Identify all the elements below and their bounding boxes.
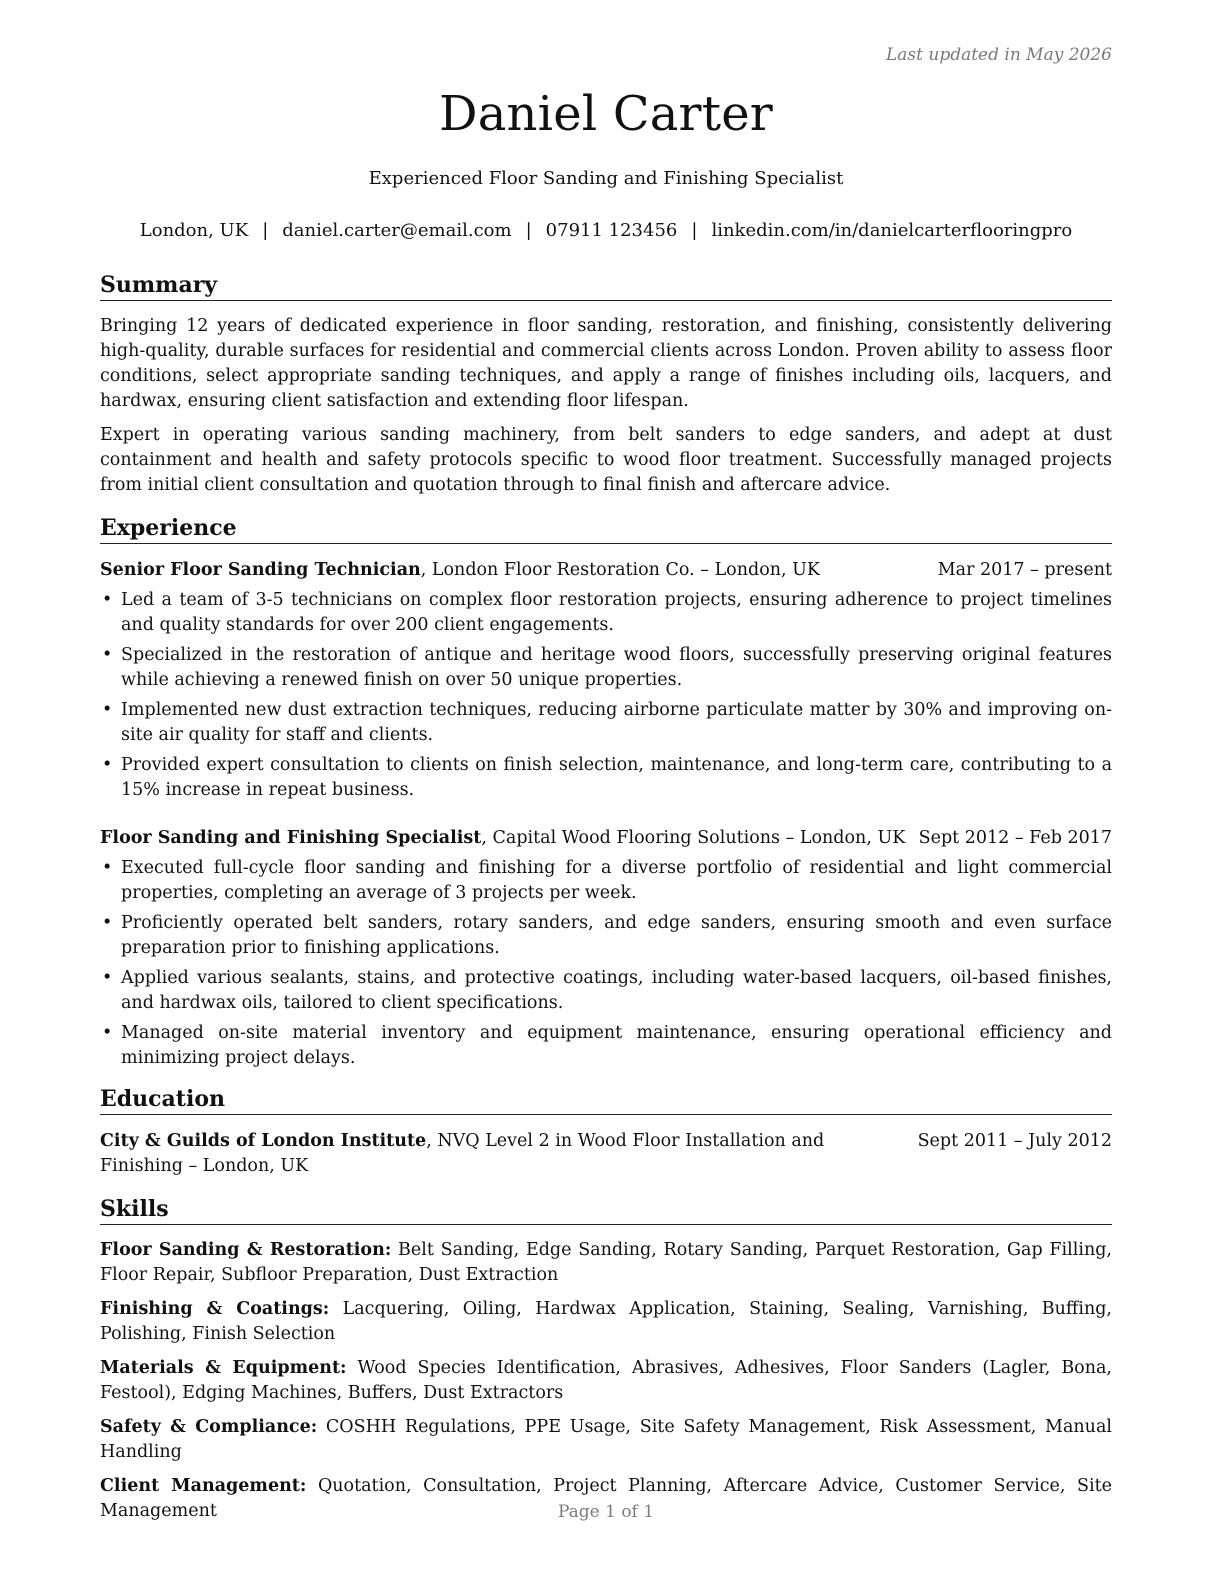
list-item: • Provided expert consultation to clients on finish selection, maintenance, and long-term care, contributing to a 15% increase in repeat business. xyxy=(102,755,1112,800)
skill-label: Finishing & Coatings: xyxy=(100,1299,330,1319)
education-row xyxy=(100,1129,1112,1179)
skill-group xyxy=(100,1238,1112,1288)
job-role: Senior Floor Sanding Technician xyxy=(100,560,421,580)
summary-section xyxy=(100,314,1112,507)
job-bullets xyxy=(100,588,1112,803)
contact-separator: | xyxy=(262,220,269,241)
contact-email[interactable]: daniel.carter@email.com xyxy=(282,220,512,241)
education-entry xyxy=(100,1129,1112,1179)
skill-items: COSHH Regulations, PPE Usage, Site Safety Management, Risk Assessment, Manual Handling xyxy=(100,1417,1112,1462)
skill-label: Client Management: xyxy=(100,1476,307,1496)
contact-linkedin[interactable]: linkedin.com/in/danielcarterflooringpro xyxy=(711,220,1073,241)
candidate-tagline: Experienced Floor Sanding and Finishing Specialist xyxy=(368,168,844,189)
contact-separator: | xyxy=(525,220,532,241)
contact-phone[interactable]: 07911 123456 xyxy=(545,220,678,241)
job-title-line xyxy=(100,826,905,851)
resume-page xyxy=(100,0,1112,1584)
list-item: • Led a team of 3-5 technicians on complex floor restoration projects, ensuring adherence to project timelines and quality standards for over 200 client engagements. xyxy=(102,590,1112,635)
list-item: • Managed on-site material inventory and equipment maintenance, ensuring operational efficiency and minimizing project delays. xyxy=(102,1023,1112,1068)
job-role: Floor Sanding and Finishing Specialist xyxy=(100,828,482,848)
education-dates: Sept 2011 – July 2012 xyxy=(917,1131,1112,1151)
job-company: , Capital Wood Flooring Solutions – London, UK xyxy=(481,828,906,848)
contact-location: London, UK xyxy=(139,220,249,241)
job-dates: Mar 2017 – present xyxy=(937,560,1112,580)
job-bullets xyxy=(100,856,1112,1071)
skill-group xyxy=(100,1415,1112,1465)
list-item: • Executed full-cycle floor sanding and finishing for a diverse portfolio of residential and light commercial properties, completing an average of 3 projects per week. xyxy=(102,858,1112,903)
education-line xyxy=(100,1129,890,1179)
section-title-education: Education xyxy=(100,1086,1112,1115)
candidate-name: Daniel Carter xyxy=(439,86,773,142)
skill-items: Wood Species Identification, Abrasives, Adhesives, Floor Sanders (Lagler, Bona, Festool), Edging Machines, Buffers, Dust Extractors xyxy=(100,1358,1112,1403)
job-company: , London Floor Restoration Co. – London, UK xyxy=(420,560,820,580)
section-title-experience: Experience xyxy=(100,515,1112,544)
skill-group xyxy=(100,1297,1112,1347)
summary-paragraph: Bringing 12 years of dedicated experience in floor sanding, restoration, and finishing, consistently delivering high-quality, durable surfaces for residential and commercial clients across London. Proven ability to assess floor conditions, select appropriate sanding techniques, and apply a range of finishes including oils, lacquers, and hardwax, ensuring client satisfaction and extending floor lifespan. xyxy=(100,316,1112,411)
skill-items: Belt Sanding, Edge Sanding, Rotary Sanding, Parquet Restoration, Gap Filling, Floor Repair, Subfloor Preparation, Dust Extraction xyxy=(100,1240,1112,1285)
list-item: • Proficiently operated belt sanders, rotary sanders, and edge sanders, ensuring smooth and even surface preparation prior to finishing applications. xyxy=(102,913,1112,958)
contact-separator: | xyxy=(691,220,698,241)
skill-items: Quotation, Consultation, Project Planning, Aftercare Advice, Customer Service, Site Management xyxy=(100,1476,1112,1521)
list-item: • Specialized in the restoration of antique and heritage wood floors, successfully preserving original features while achieving a renewed finish on over 50 unique properties. xyxy=(102,645,1112,690)
skill-label: Materials & Equipment: xyxy=(100,1358,347,1378)
summary-paragraph: Expert in operating various sanding machinery, from belt sanders to edge sanders, and adept at dust containment and health and safety protocols specific to wood floor treatment. Successfully managed projects from initial client consultation and quotation through to final finish and aftercare advice. xyxy=(100,425,1112,495)
skill-items: Lacquering, Oiling, Hardwax Application, Staining, Sealing, Varnishing, Buffing, Polishing, Finish Selection xyxy=(100,1299,1112,1344)
job-dates: Sept 2012 – Feb 2017 xyxy=(918,828,1112,848)
education-detail: , NVQ Level 2 in Wood Floor Installation and Finishing – London, UK xyxy=(100,1131,825,1176)
contact-line xyxy=(100,220,1112,241)
job-entry xyxy=(100,826,1112,1076)
job-entry xyxy=(100,558,1112,808)
skill-label: Safety & Compliance: xyxy=(100,1417,318,1437)
skill-group xyxy=(100,1356,1112,1406)
list-item: • Applied various sealants, stains, and protective coatings, including water-based lacquers, oil-based finishes, and hardwax oils, tailored to client specifications. xyxy=(102,968,1112,1013)
job-title-line xyxy=(100,558,820,583)
last-updated: Last updated in May 2026 xyxy=(885,45,1112,65)
job-header xyxy=(100,826,1112,851)
section-title-skills: Skills xyxy=(100,1196,1112,1225)
skill-label: Floor Sanding & Restoration: xyxy=(100,1240,392,1260)
job-header xyxy=(100,558,1112,583)
education-institution: City & Guilds of London Institute xyxy=(100,1131,427,1151)
skills-section xyxy=(100,1238,1112,1533)
page-number: Page 1 of 1 xyxy=(557,1502,655,1522)
list-item: • Implemented new dust extraction techniques, reducing airborne particulate matter by 30% and improving on-site air quality for staff and clients. xyxy=(102,700,1112,745)
section-title-summary: Summary xyxy=(100,272,1112,301)
